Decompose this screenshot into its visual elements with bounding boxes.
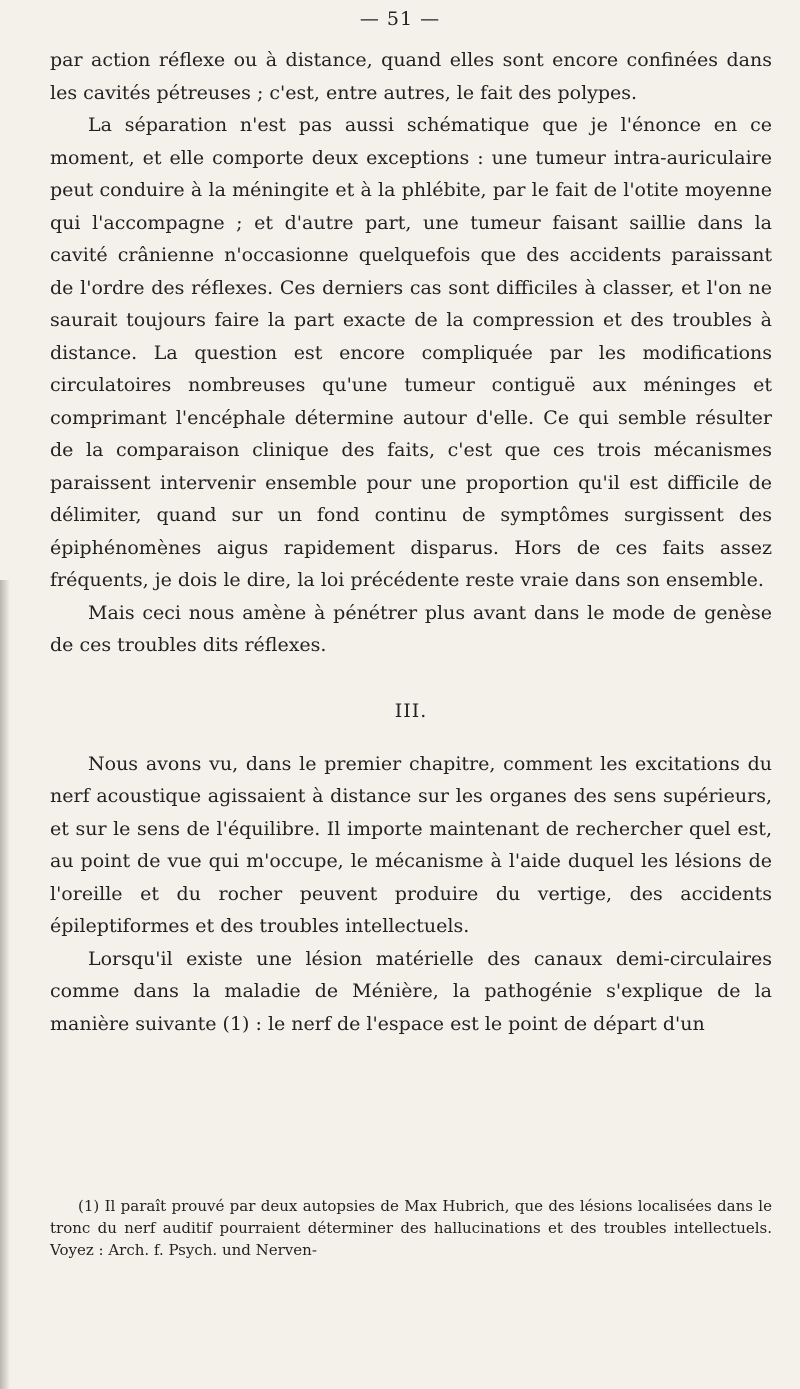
section-paragraph-2-text: Lorsqu'il existe une lésion matérielle des canaux demi-circulaires comme dans la maladie de Ménière, la pathogénie s'explique de la manière suivante (1) : le nerf de l'espace est le point de départ d'un xyxy=(50,947,772,1035)
paragraph-1: par action réflexe ou à distance, quand elles sont encore confinées dans les cavités pétreuses ; c'est, entre autres, le fait des polypes. xyxy=(50,49,772,104)
paragraph-2-text: La séparation n'est pas aussi schématique que je l'énonce en ce moment, et elle comporte deux exceptions : une tumeur intra-auriculaire peut conduire à la méningite et à la phlébite, par le fait de l'otite moyenne qui l'accompagne ; et d'autre part, une tumeur faisant saillie dans la cavité crânienne n'occasionne quelquefois que des accidents paraissant de l'ordre des réflexes. Ces derniers cas sont difficiles à classer, et l'on ne saurait toujours faire la part exacte de la compression et des troubles à distance. La question est encore compliquée par les modifications circulatoires nombreuses qu'une tumeur contiguë aux méninges et comprimant l'encéphale détermine autour d'elle. Ce qui semble résulter de la comparaison clinique des faits, c'est que ces trois mécanismes paraissent intervenir ensemble pour une proportion qu'il est difficile de délimiter, quand sur un fond continu de symptômes surgissent des épiphénomènes aigus rapidement disparus. Hors de ces faits assez fréquents, je dois le dire, la loi précédente reste vraie dans son ensemble. xyxy=(50,114,772,591)
paragraph-2 xyxy=(50,109,772,597)
paragraph-3 xyxy=(50,597,772,662)
section-paragraph-2 xyxy=(50,943,772,1041)
binding-shadow xyxy=(0,580,10,1389)
footnote-text: (1) Il paraît prouvé par deux autopsies de Max Hubrich, que des lésions localisées dans le tronc du nerf auditif pourraient déterminer des hallucinations et des troubles intellectuels. Voyez : Arch. f. Psych. und Nerven- xyxy=(50,1197,772,1259)
section-paragraph-1 xyxy=(50,748,772,943)
page-number: — 51 — xyxy=(359,8,441,30)
body-text xyxy=(50,44,772,1040)
section-paragraph-1-text: Nous avons vu, dans le premier chapitre, comment les excitations du nerf acoustique agissaient à distance sur les organes des sens supérieurs, et sur le sens de l'équilibre. Il importe maintenant de rechercher quel est, au point de vue qui m'occupe, le mécanisme à l'aide duquel les lésions de l'oreille et du rocher peuvent produire du vertige, des accidents épileptiformes et des troubles intellectuels. xyxy=(50,752,772,937)
section-heading: III. xyxy=(394,699,428,722)
paragraph-3-text: Mais ceci nous amène à pénétrer plus avant dans le mode de genèse de ces troubles dits réflexes. xyxy=(50,601,772,656)
footnote xyxy=(50,1195,772,1261)
